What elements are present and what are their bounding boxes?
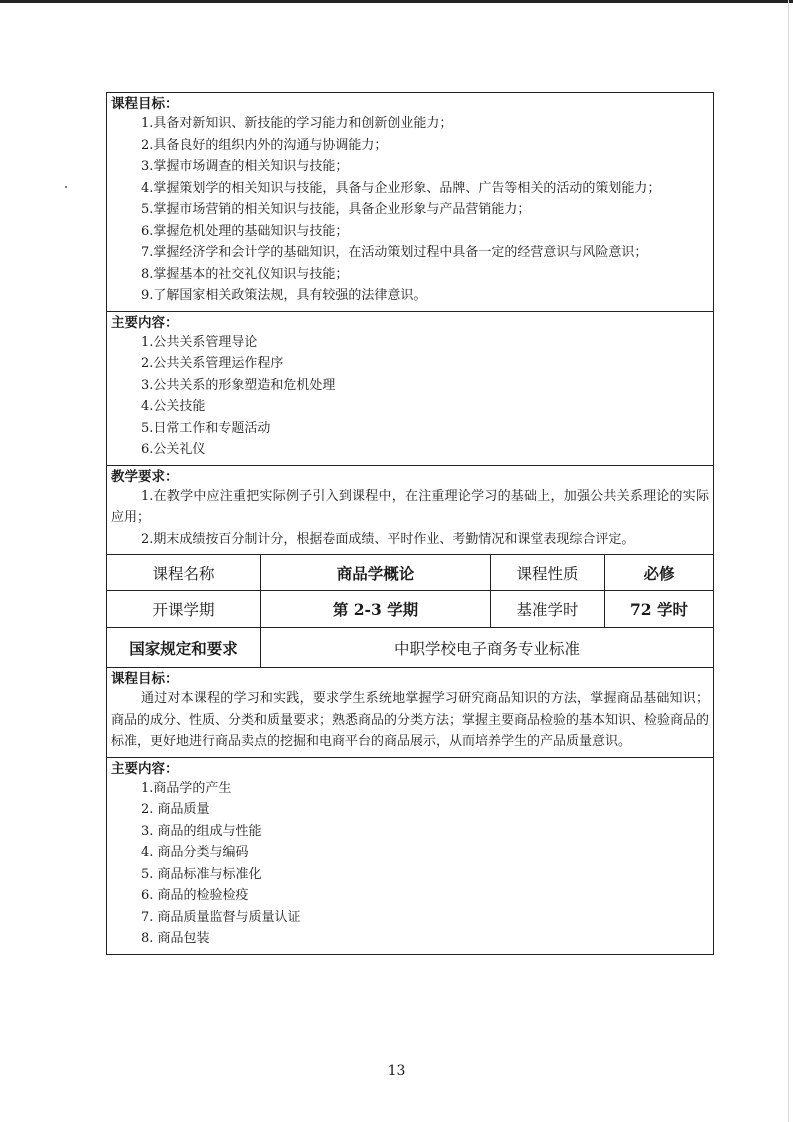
content-item: 6.公关礼仪	[141, 442, 206, 457]
requirements-section-1	[107, 466, 713, 556]
course-info-grid	[107, 555, 713, 628]
content-item: 2.公共关系管理运作程序	[141, 356, 284, 371]
content-heading-2: 主要内容：	[111, 760, 179, 777]
content-item: 8. 商品包装	[141, 931, 210, 946]
content-section-1	[107, 312, 713, 466]
term-value: 第 2-3 学期	[261, 591, 491, 627]
scan-speck	[65, 186, 67, 188]
content-item: 3.公共关系的形象塑造和危机处理	[141, 377, 336, 393]
goals-text-2: 通过对本课程的学习和实践，要求学生系统地掌握学习研究商品知识的方法，掌握商品基础知识；商品的成分、性质、分类和质量要求；熟悉商品的分类方法；掌握主要商品检验的基本知识、检验商品的标准，更好地进行商品卖点的挖掘和电商平台的商品展示，从而培养学生的产品质量意识。	[111, 691, 710, 749]
content-item: 7. 商品质量监督与质量认证	[141, 909, 301, 925]
content-item: 3. 商品的组成与性能	[141, 823, 262, 839]
goal-item: 5.掌握市场营销的相关知识与技能，具备企业形象与产品营销能力；	[141, 202, 531, 217]
content-item: 5.日常工作和专题活动	[141, 420, 271, 436]
goal-item: 8.掌握基本的社交礼仪知识与技能；	[141, 266, 349, 282]
hours-label: 基准学时	[491, 591, 605, 627]
goals-section-2	[107, 668, 713, 758]
goal-item: 3.掌握市场调查的相关知识与技能；	[141, 159, 349, 174]
goals-heading-2: 课程目标：	[111, 671, 179, 687]
content-item: 1.商品学的产生	[141, 780, 232, 796]
content-item: 4.公关技能	[141, 399, 206, 414]
course-name-value: 商品学概论	[261, 555, 491, 591]
content-item: 1.公共关系管理导论	[141, 334, 258, 350]
term-label: 开课学期	[107, 591, 261, 627]
goal-item: 2.具备良好的组织内外的沟通与协调能力；	[141, 137, 388, 153]
standard-label: 国家规定和要求	[107, 628, 261, 667]
goal-item: 7.掌握经济学和会计学的基础知识，在活动策划过程中具备一定的经营意识与风险意识；	[141, 245, 648, 260]
content-heading-1: 主要内容：	[111, 314, 179, 331]
hours-value: 72 学时	[630, 600, 688, 619]
course-name-label: 课程名称	[107, 555, 261, 591]
content-item: 2. 商品质量	[141, 802, 210, 817]
course-table	[106, 92, 714, 955]
standard-value: 中职学校电子商务专业标准	[393, 639, 580, 658]
scan-top-edge	[0, 0, 793, 3]
course-type-value: 必修	[605, 555, 713, 591]
scan-right-edge	[788, 0, 789, 1122]
goals-section-1	[107, 93, 713, 312]
standard-row	[107, 628, 713, 668]
requirement-item: 1.在教学中应注重把实际例子引入到课程中，在注重理论学习的基础上，加强公共关系理论的实际应用；	[111, 488, 709, 525]
course-type-label: 课程性质	[491, 555, 605, 591]
goal-item: 1.具备对新知识、新技能的学习能力和创新创业能力；	[141, 116, 453, 131]
content-item: 5. 商品标准与标准化	[141, 866, 262, 882]
requirements-heading-1: 教学要求：	[111, 468, 179, 485]
goal-item: 9.了解国家相关政策法规，具有较强的法律意识。	[141, 288, 427, 303]
goal-item: 4.掌握策划学的相关知识与技能，具备与企业形象、品牌、广告等相关的活动的策划能力；	[141, 180, 661, 196]
content-item: 4. 商品分类与编码	[141, 845, 249, 860]
requirement-item: 2.期末成绩按百分制计分，根据卷面成绩、平时作业、考勤情况和课堂表现综合评定。	[141, 531, 635, 547]
page-number: 13	[387, 1063, 406, 1079]
content-section-2	[107, 758, 713, 954]
content-item: 6. 商品的检验检疫	[141, 888, 249, 903]
goal-item: 6.掌握危机处理的基础知识与技能；	[141, 223, 349, 239]
goals-heading-1: 课程目标：	[111, 96, 179, 112]
